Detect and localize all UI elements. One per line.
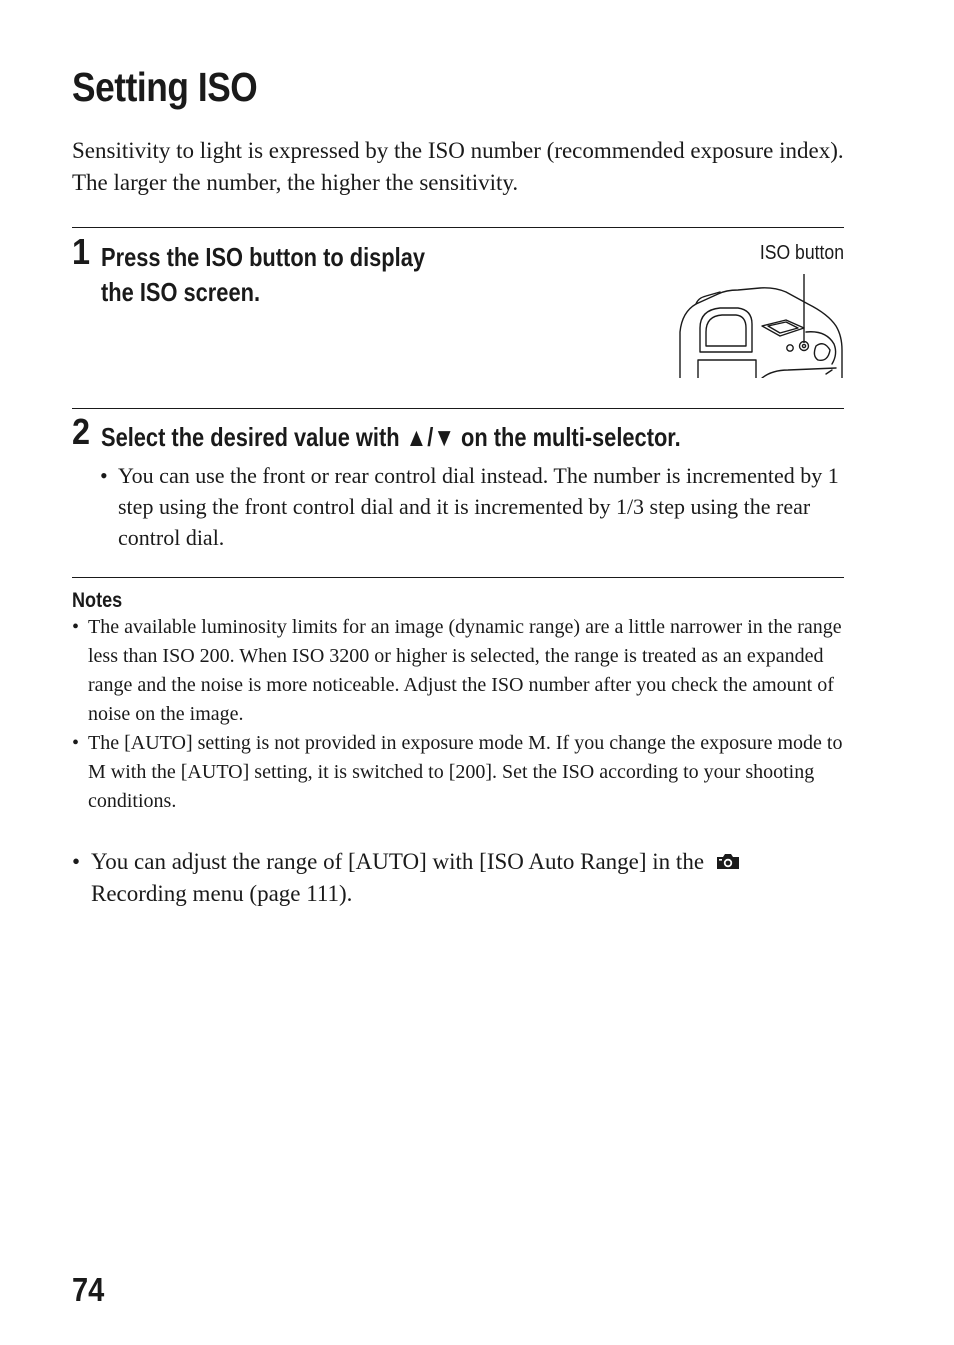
iso-button-callout: ISO button (759, 242, 844, 264)
tip-list (72, 846, 844, 910)
note-2-text: The [AUTO] setting is not provided in exposure mode M. If you change the exposure mode to M with the [AUTO] setting, it is switched to [200]. Set the ISO according to your shooting conditions. (88, 732, 843, 812)
list-item (72, 613, 844, 729)
list-item (72, 729, 844, 816)
camera-illustration (676, 270, 846, 378)
step-2-divider (72, 408, 844, 409)
step-1-title-line-1: Press the ISO button to display (101, 242, 426, 272)
step-1-divider (72, 227, 844, 228)
notes-heading: Notes (72, 589, 123, 612)
step-1-number: 1 (72, 231, 91, 272)
bullet-glyph: • (72, 849, 81, 874)
intro-paragraph: Sensitivity to light is expressed by the ISO number (recommended exposure index). The larger the number, the higher the sensitivity. (72, 138, 844, 195)
list-item (100, 460, 840, 553)
camera-icon (716, 853, 740, 870)
step-2-number: 2 (72, 411, 91, 452)
step-1-title-line-2: the ISO screen. (101, 277, 261, 307)
bullet-glyph: • (100, 463, 108, 488)
notes-divider (72, 577, 844, 578)
step-2-bullet-text: You can use the front or rear control dial instead. The number is incremented by 1 step using the front control dial and it is incremented by 1/3 step using the rear control dial. (118, 463, 839, 550)
step-2-title: Select the desired value with ▲/▼ on the multi-selector. (101, 422, 681, 452)
bullet-glyph: • (72, 732, 80, 754)
step-2-bullet-list (100, 460, 840, 553)
list-item (72, 846, 844, 910)
page-number: 74 (72, 1271, 105, 1308)
bullet-glyph: • (72, 616, 80, 638)
notes-list (72, 613, 844, 816)
step-1-title (101, 240, 425, 310)
tip-text-after-icon: Recording menu (page 111). (91, 881, 353, 906)
page-title: Setting ISO (72, 64, 258, 110)
tip-text-before-icon: You can adjust the range of [AUTO] with [ISO Auto Range] in the (91, 849, 705, 874)
note-1-text: The available luminosity limits for an image (dynamic range) are a little narrower in the range less than ISO 200. When ISO 3200 or higher is selected, the range is treated as an expanded range and the noise is more noticeable. Adjust the ISO number after you check the amount of noise on the image. (88, 616, 842, 725)
